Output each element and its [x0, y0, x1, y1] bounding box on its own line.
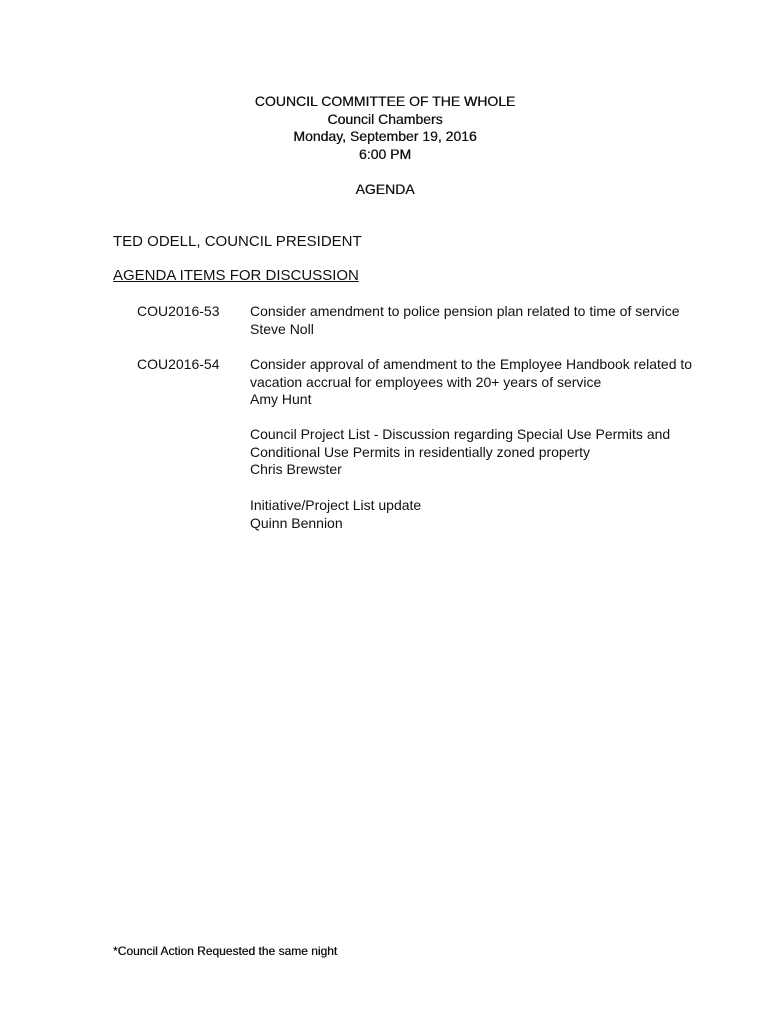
meeting-time: 6:00 PM: [358, 145, 412, 162]
council-president: TED ODELL, COUNCIL PRESIDENT: [113, 233, 362, 250]
agenda-item-presenter: Amy Hunt: [250, 391, 312, 407]
agenda-item-body: [250, 497, 740, 532]
footnote: *Council Action Requested the same night: [113, 944, 338, 958]
agenda-title: AGENDA: [355, 181, 415, 197]
agenda-item-presenter: Quinn Bennion: [250, 514, 343, 531]
meeting-location: Council Chambers: [327, 110, 443, 127]
agenda-item-description: Consider amendment to police pension plan related to time of service: [250, 303, 680, 319]
agenda-item-body: [250, 303, 740, 338]
meeting-header: [0, 93, 770, 163]
agenda-item-description: Initiative/Project List update: [250, 497, 422, 513]
agenda-item-description: Conditional Use Permits in residentially zoned property: [250, 443, 591, 460]
committee-name: COUNCIL COMMITTEE OF THE WHOLE: [254, 93, 516, 109]
agenda-item-presenter: Chris Brewster: [250, 461, 342, 477]
discussion-section-heading: AGENDA ITEMS FOR DISCUSSION: [113, 267, 359, 284]
agenda-item-description: Consider approval of amendment to the Employee Handbook related to: [250, 356, 693, 372]
agenda-item-description: vacation accrual for employees with 20+ years of service: [250, 373, 602, 390]
agenda-item-description: Council Project List - Discussion regarding Special Use Permits and: [250, 426, 671, 442]
agenda-item-body: [250, 356, 740, 409]
agenda-item-presenter: Steve Noll: [250, 320, 314, 337]
agenda-item-id: COU2016-54: [137, 356, 220, 372]
agenda-item-body: [250, 426, 740, 479]
meeting-date: Monday, September 19, 2016: [293, 128, 477, 144]
agenda-item-id: COU2016-53: [137, 303, 220, 319]
